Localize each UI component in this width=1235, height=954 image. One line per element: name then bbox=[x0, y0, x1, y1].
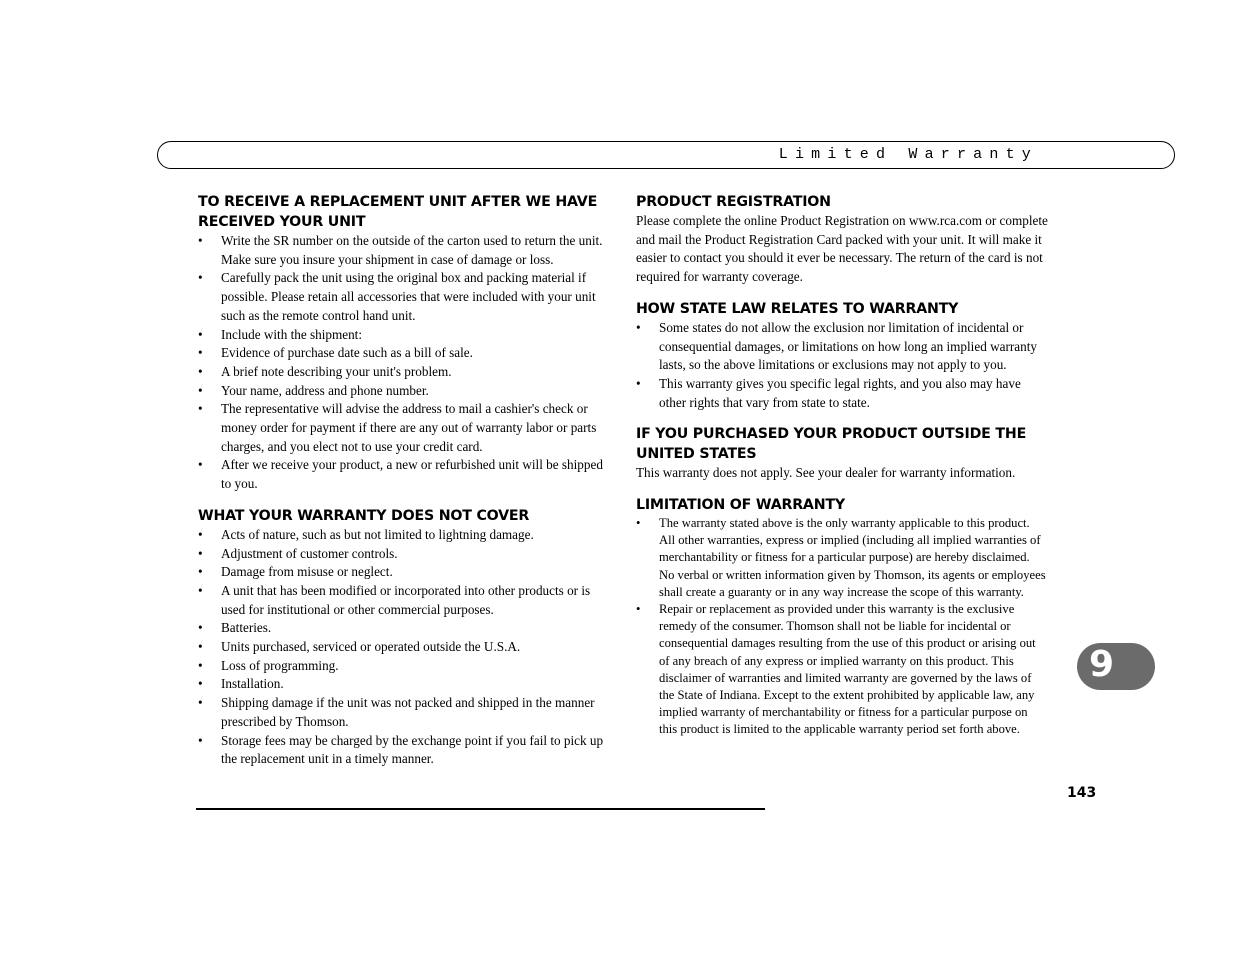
list-item: • A brief note describing your unit's problem. bbox=[198, 363, 610, 382]
section-heading: WHAT YOUR WARRANTY DOES NOT COVER bbox=[198, 507, 530, 524]
list-item: • Batteries. bbox=[198, 619, 610, 638]
list-item: • Include with the shipment: bbox=[198, 326, 610, 345]
bullet-list bbox=[636, 319, 1048, 413]
list-item: • Units purchased, serviced or operated outside the U.S.A. bbox=[198, 638, 610, 657]
right-column bbox=[636, 192, 1048, 751]
section-heading: IF YOU PURCHASED YOUR PRODUCT OUTSIDE THE UNITED STATES bbox=[636, 426, 1027, 463]
footer-rule bbox=[196, 808, 765, 810]
page-number: 143 bbox=[1067, 785, 1097, 801]
list-item: • Acts of nature, such as but not limited to lightning damage. bbox=[198, 526, 610, 545]
list-item: • Shipping damage if the unit was not packed and shipped in the manner prescribed by Thomson. bbox=[198, 694, 610, 731]
list-item: • The representative will advise the address to mail a cashier's check or money order for payment if there are any out of warranty labor or parts charges, and you elect not to use your credit card. bbox=[198, 400, 610, 456]
list-item: • Adjustment of customer controls. bbox=[198, 545, 610, 564]
list-item: • Write the SR number on the outside of the carton used to return the unit. Make sure you insure your shipment in case of damage or loss. bbox=[198, 232, 610, 269]
page-header-title: Limited Warranty bbox=[778, 146, 1038, 163]
list-item: • Some states do not allow the exclusion nor limitation of incidental or consequential damages, or limitations on how long an implied warranty lasts, so the above limitations or exclusions may not apply to you. bbox=[636, 319, 1048, 375]
list-item: • Damage from misuse or neglect. bbox=[198, 563, 610, 582]
list-item: • Evidence of purchase date such as a bill of sale. bbox=[198, 344, 610, 363]
section-heading: TO RECEIVE A REPLACEMENT UNIT AFTER WE HAVE RECEIVED YOUR UNIT bbox=[198, 194, 598, 230]
section-heading: LIMITATION OF WARRANTY bbox=[636, 497, 845, 514]
list-item: • Storage fees may be charged by the exchange point if you fail to pick up the replacement unit in a timely manner. bbox=[198, 732, 610, 769]
section-state-law bbox=[636, 299, 1048, 413]
left-column bbox=[198, 192, 610, 781]
section-registration bbox=[636, 192, 1048, 287]
list-item: • Carefully pack the unit using the original box and packing material if possible. Please retain all accessories that were included with your unit such as the remote control hand unit. bbox=[198, 269, 610, 325]
section-limitation bbox=[636, 495, 1048, 739]
list-item: • A unit that has been modified or incorporated into other products or is used for institutional or other commercial purposes. bbox=[198, 582, 610, 619]
section-text: This warranty does not apply. See your dealer for warranty information. bbox=[636, 465, 1016, 481]
section-replacement bbox=[198, 192, 610, 494]
list-item: • Your name, address and phone number. bbox=[198, 382, 610, 401]
section-not-cover bbox=[198, 506, 610, 769]
section-outside-us bbox=[636, 424, 1048, 483]
list-item: • This warranty gives you specific legal rights, and you also may have other rights that vary from state to state. bbox=[636, 375, 1048, 412]
section-heading: PRODUCT REGISTRATION bbox=[636, 194, 831, 210]
bullet-list bbox=[198, 232, 610, 494]
chapter-number: 9 bbox=[1089, 644, 1115, 685]
chapter-tab bbox=[1077, 643, 1155, 690]
list-item: • After we receive your product, a new or refurbished unit will be shipped to you. bbox=[198, 456, 610, 493]
bullet-list bbox=[636, 515, 1048, 739]
list-item: • Repair or replacement as provided under this warranty is the exclusive remedy of the consumer. Thomson shall not be liable for incidental or consequential damages resulting from the use of this product or arising out of any breach of any express or implied warranty on this product. This disclaimer of warranties and limited warranty are governed by the laws of the State of Indiana. Except to the extent prohibited by applicable law, any implied warranty of merchantability or fitness for a particular purpose on this product is limited to the applicable warranty period set forth above. bbox=[636, 601, 1048, 739]
bullet-list bbox=[198, 526, 610, 769]
list-item: • Loss of programming. bbox=[198, 657, 610, 676]
list-item: • The warranty stated above is the only warranty applicable to this product. All other warranties, express or implied (including all implied warranties of merchantability or fitness for a particular purpose) are hereby disclaimed. No verbal or written information given by Thomson, its agents or employees shall create a guaranty or in any way increase the scope of this warranty. bbox=[636, 515, 1048, 601]
section-heading: HOW STATE LAW RELATES TO WARRANTY bbox=[636, 300, 959, 317]
section-text: Please complete the online Product Registration on www.rca.com or complete and mail the Product Registration Card packed with your unit. It will make it easier to contact you should it ever be necessary. The return of the card is not required for warranty coverage. bbox=[636, 213, 1048, 285]
list-item: • Installation. bbox=[198, 675, 610, 694]
header-bar bbox=[157, 141, 1175, 169]
